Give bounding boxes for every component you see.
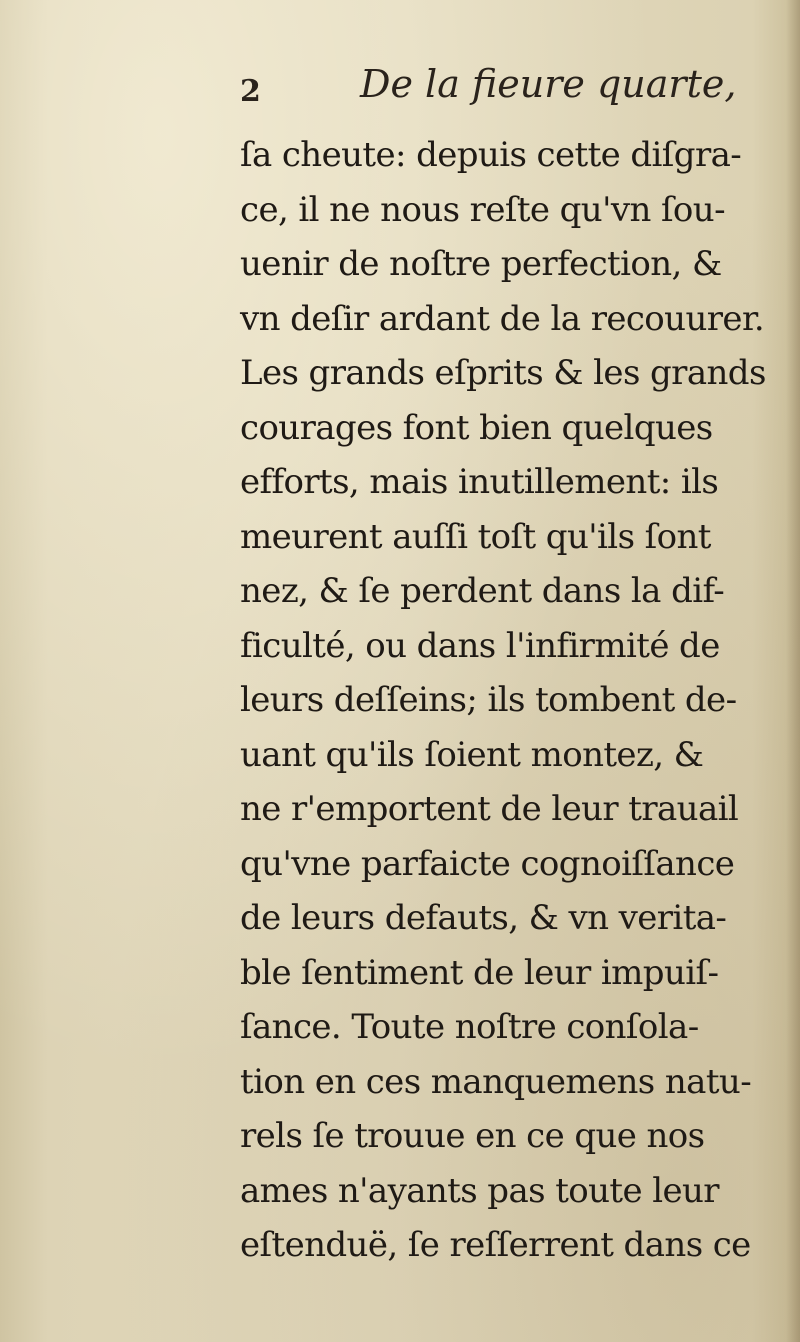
text-line: ſa cheute: depuis cette diſgra- bbox=[240, 135, 742, 175]
text-line: courages font bien quelques bbox=[240, 407, 713, 448]
text-line: efforts, mais inutillement: ils bbox=[240, 462, 719, 502]
text-line: nez, & ſe perdent dans la dif- bbox=[240, 571, 725, 611]
text-line: ce, il ne nous reſte qu'vn ſou- bbox=[240, 189, 725, 230]
text-line: ficulté, ou dans l'infirmité de bbox=[240, 625, 720, 666]
text-line: de leurs defauts, & vn verita- bbox=[240, 898, 727, 938]
page-number: 2 bbox=[240, 74, 261, 109]
text-line: ames n'ayants pas toute leur bbox=[240, 1170, 719, 1211]
running-head bbox=[240, 62, 737, 122]
text-line: vn deſir ardant de la recouurer. bbox=[240, 298, 765, 339]
text-line: ne r'emportent de leur trauail bbox=[240, 789, 739, 829]
text-line: rels ſe trouue en ce que nos bbox=[240, 1116, 705, 1156]
body-text bbox=[240, 128, 780, 1273]
text-line: ble ſentiment de leur impuiſ- bbox=[240, 952, 719, 993]
text-line: eſtenduë, ſe reſſerrent dans ce bbox=[240, 1225, 751, 1265]
text-line: Les grands eſprits & les grands bbox=[240, 353, 766, 393]
text-line: qu'vne parfaicte cognoiſſance bbox=[240, 843, 735, 884]
text-line: ſance. Toute noſtre conſola- bbox=[240, 1007, 699, 1047]
text-line: tion en ces manquemens natu- bbox=[240, 1061, 752, 1102]
running-title: De la fieure quarte, bbox=[360, 62, 737, 106]
text-line: uenir de noſtre perfection, & bbox=[240, 244, 722, 284]
text-line: uant qu'ils ſoient montez, & bbox=[240, 734, 704, 775]
text-line: meurent auſſi toſt qu'ils ſont bbox=[240, 516, 711, 557]
page-edge-shadow bbox=[786, 0, 800, 1342]
text-line: leurs deſſeins; ils tombent de- bbox=[240, 680, 737, 720]
